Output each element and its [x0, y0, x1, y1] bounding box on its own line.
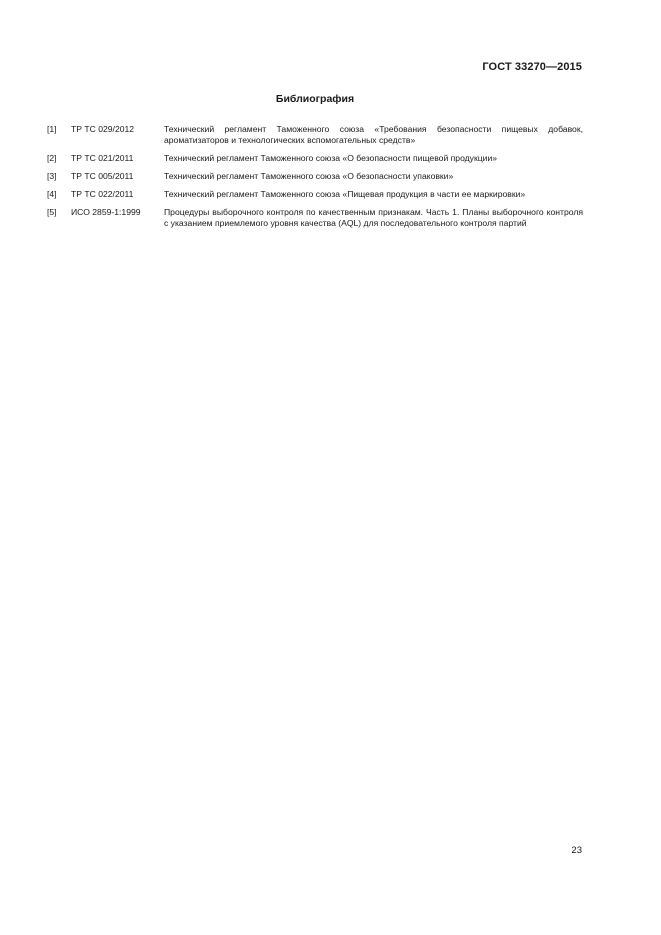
entry-number: [5] [47, 207, 57, 217]
bibliography-entry [47, 189, 583, 200]
entry-code: ТР ТС 029/2012 [71, 124, 135, 134]
entry-title: Технический регламент Таможенного союза «Требования безопасности пищевых добавок, ароматизаторов и технологических вспомогательных средств» [164, 124, 583, 145]
entry-code: ТР ТС 005/2011 [71, 171, 134, 181]
entry-code: ТР ТС 021/2011 [71, 153, 134, 163]
entry-title: Технический регламент Таможенного союза «О безопасности пищевой продукции» [164, 153, 498, 163]
entry-code: ИСО 2859-1:1999 [71, 207, 141, 217]
bibliography-entry [47, 171, 583, 182]
bibliography-entry [47, 207, 583, 229]
entry-title: Технический регламент Таможенного союза «Пищевая продукция в части ее маркировки» [164, 189, 526, 199]
bibliography-entry [47, 153, 583, 164]
bibliography-heading: Библиография [275, 93, 355, 105]
entry-number: [2] [47, 153, 57, 163]
page-number: 23 [571, 845, 582, 856]
entry-title: Процедуры выборочного контроля по качественным признакам. Часть 1. Планы выборочного контроля с указанием приемлемого уровня качества (AQL) для последовательного контроля партий [164, 207, 583, 228]
bibliography-list [47, 124, 583, 236]
bibliography-entry [47, 124, 583, 146]
entry-number: [3] [47, 171, 57, 181]
entry-number: [1] [47, 124, 57, 134]
entry-code: ТР ТС 022/2011 [71, 189, 134, 199]
entry-title: Технический регламент Таможенного союза «О безопасности упаковки» [164, 171, 454, 181]
document-code: ГОСТ 33270—2015 [482, 61, 582, 73]
entry-number: [4] [47, 189, 57, 199]
